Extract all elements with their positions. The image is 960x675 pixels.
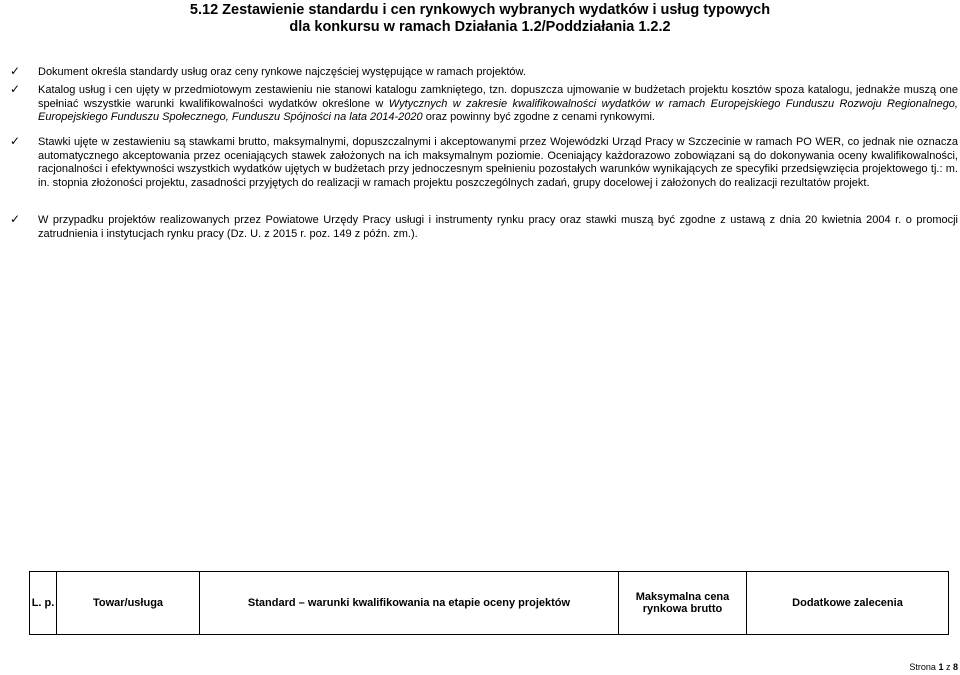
page-number: Strona 1 z 8 bbox=[909, 662, 958, 672]
page-title bbox=[0, 2, 960, 36]
col-header-price: Maksymalna cena rynkowa brutto bbox=[619, 572, 747, 635]
checkmark-icon: ✓ bbox=[10, 64, 21, 78]
col-header-item: Towar/usługa bbox=[57, 572, 200, 635]
standards-table bbox=[29, 571, 949, 635]
bullet-text: Katalog usług i cen ujęty w przedmiotowym zestawieniu nie stanowi katalogu zamkniętego, tzn. dopuszcza ujmowanie w budżetach projektu kosztów spoza katalogu, jednakże muszą one spełniać wszystkie warunki kwalifikowalności wydatków określone w bbox=[38, 84, 958, 110]
title-line-2: dla konkursu w ramach Działania 1.2/Poddziałania 1.2.2 bbox=[289, 19, 671, 35]
checkmark-icon: ✓ bbox=[10, 82, 21, 96]
bullet-text: Stawki ujęte w zestawieniu są stawkami brutto, maksymalnymi, dopuszczalnymi i akceptowanymi przez Wojewódzki Urząd Pracy w Szczecinie w ramach PO WER, co jednak nie oznacza automatycznego akceptowania przez oceniających stawek założonych na ich maksymalnym poziomie. Oceniający każdorazowo zobowiązani są do dokonywania oceny kwalifikowalności, racjonalności i efektywności wszystkich wydatków ujętych w budżetach przy jednoczesnym spełnieniu pozostałych warunków wynikających ze specyfiki przedsięwzięcia projektowego tj.: m. in. stopnia złożoności projektu, zasadności przyjętych do realizacji w ramach projektu poszczególnych zadań, grupy docelowej i założonych do realizacji rezultatów projekt. bbox=[38, 136, 958, 189]
bullet-text: Dokument określa standardy usług oraz ceny rynkowe najczęściej występujące w ramach projektów. bbox=[38, 66, 526, 78]
table-header-row bbox=[30, 572, 949, 635]
bullet-item bbox=[10, 136, 958, 190]
bullet-text: W przypadku projektów realizowanych przez Powiatowe Urzędy Pracy usługi i instrumenty rynku pracy oraz stawki muszą być zgodne z ustawą z dnia 20 kwietnia 2004 r. o promocji zatrudnienia i instytucjach rynku pracy (Dz. U. z 2015 r. poz. 149 z późn. zm.). bbox=[38, 214, 958, 240]
bullet-text-tail: oraz powinny być zgodne z cenami rynkowymi. bbox=[422, 111, 655, 123]
bullet-item bbox=[10, 214, 958, 241]
col-header-standard: Standard – warunki kwalifikowania na etapie oceny projektów bbox=[200, 572, 619, 635]
bullet-italic-text: Wytycznych w zakresie kwalifikowalności wydatków w ramach Europejskiego Funduszu Rozwoju Regionalnego, Europejskiego Funduszu Społecznego, Funduszu Spójności na lata 2014-2020 bbox=[38, 97, 958, 123]
bullet-item bbox=[10, 84, 958, 125]
checkmark-icon: ✓ bbox=[10, 212, 21, 226]
checkmark-icon: ✓ bbox=[10, 134, 21, 148]
bullet-item bbox=[10, 66, 958, 80]
col-header-lp: L. p. bbox=[30, 572, 57, 635]
col-header-extra: Dodatkowe zalecenia bbox=[747, 572, 949, 635]
title-line-1: 5.12 Zestawienie standardu i cen rynkowych wybranych wydatków i usług typowych bbox=[189, 2, 771, 18]
